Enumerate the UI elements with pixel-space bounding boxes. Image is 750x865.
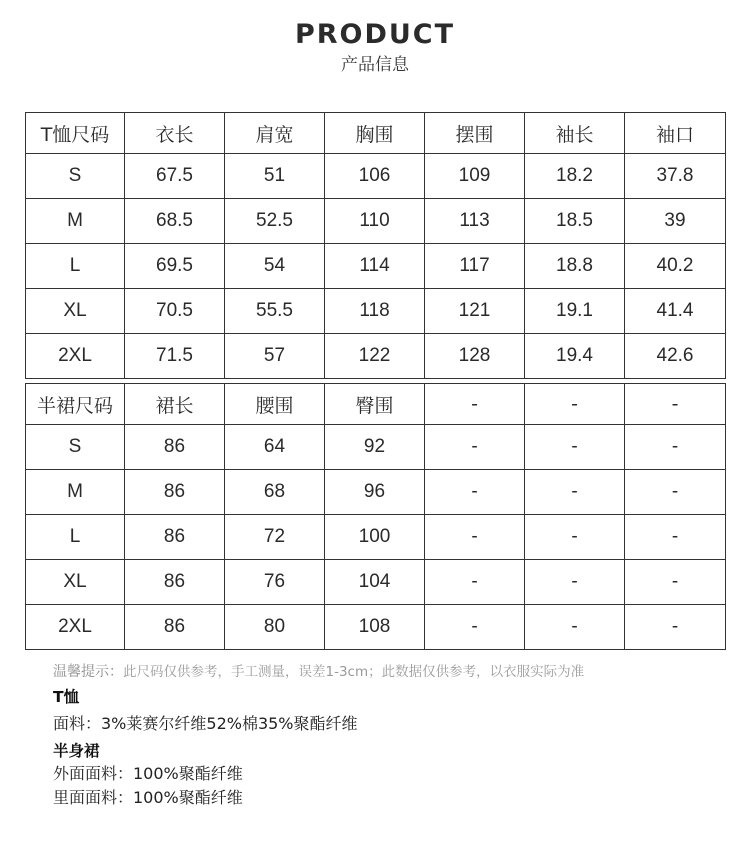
size-tip bbox=[53, 662, 733, 682]
measurement-cell: 18.5 bbox=[525, 199, 625, 244]
measurement-cell: 68 bbox=[225, 470, 325, 515]
measurement-cell: 54 bbox=[225, 244, 325, 289]
size-label-cell: S bbox=[26, 425, 125, 470]
tshirt-size-table bbox=[25, 112, 726, 379]
column-header: 半裙尺码 bbox=[26, 384, 125, 425]
skirt-inner-fabric: 里面面料：100%聚酯纤维 bbox=[53, 788, 243, 807]
measurement-cell: 52.5 bbox=[225, 199, 325, 244]
table-row bbox=[26, 605, 726, 650]
measurement-cell: 109 bbox=[425, 154, 525, 199]
measurement-cell: - bbox=[525, 470, 625, 515]
table-row bbox=[26, 560, 726, 605]
measurement-cell: 41.4 bbox=[625, 289, 726, 334]
skirt-section-title: 半身裙 bbox=[53, 742, 100, 760]
table-row bbox=[26, 425, 726, 470]
measurement-cell: 117 bbox=[425, 244, 525, 289]
measurement-cell: - bbox=[525, 560, 625, 605]
column-header: 腰围 bbox=[225, 384, 325, 425]
size-label-cell: 2XL bbox=[26, 605, 125, 650]
measurement-cell: 70.5 bbox=[125, 289, 225, 334]
measurement-cell: 19.1 bbox=[525, 289, 625, 334]
size-label-cell: S bbox=[26, 154, 125, 199]
measurement-cell: 72 bbox=[225, 515, 325, 560]
product-notes bbox=[53, 662, 733, 810]
measurement-cell: 118 bbox=[325, 289, 425, 334]
measurement-cell: 76 bbox=[225, 560, 325, 605]
table-row bbox=[26, 334, 726, 379]
table-row bbox=[26, 199, 726, 244]
measurement-cell: - bbox=[425, 470, 525, 515]
measurement-cell: 100 bbox=[325, 515, 425, 560]
skirt-table-body bbox=[26, 384, 726, 650]
measurement-cell: 86 bbox=[125, 605, 225, 650]
table-header-row bbox=[26, 384, 726, 425]
measurement-cell: 114 bbox=[325, 244, 425, 289]
page-title: PRODUCT bbox=[294, 19, 456, 50]
tshirt-table-body bbox=[26, 113, 726, 379]
page-subtitle: 产品信息 bbox=[341, 55, 409, 75]
size-label-cell: M bbox=[26, 470, 125, 515]
measurement-cell: 86 bbox=[125, 470, 225, 515]
size-label-cell: XL bbox=[26, 560, 125, 605]
measurement-cell: - bbox=[425, 515, 525, 560]
tip-text: 此尺码仅供参考，手工测量，误差1-3cm；此数据仅供参考，以衣服实际为准 bbox=[123, 664, 585, 680]
measurement-cell: 113 bbox=[425, 199, 525, 244]
measurement-cell: 122 bbox=[325, 334, 425, 379]
measurement-cell: - bbox=[425, 605, 525, 650]
size-label-cell: 2XL bbox=[26, 334, 125, 379]
measurement-cell: 37.8 bbox=[625, 154, 726, 199]
measurement-cell: 51 bbox=[225, 154, 325, 199]
table-header-row bbox=[26, 113, 726, 154]
measurement-cell: 86 bbox=[125, 560, 225, 605]
measurement-cell: 106 bbox=[325, 154, 425, 199]
measurement-cell: 64 bbox=[225, 425, 325, 470]
table-row bbox=[26, 154, 726, 199]
measurement-cell: 108 bbox=[325, 605, 425, 650]
measurement-cell: - bbox=[625, 425, 726, 470]
measurement-cell: 69.5 bbox=[125, 244, 225, 289]
skirt-size-table bbox=[25, 383, 726, 650]
skirt-outer-fabric: 外面面料：100%聚酯纤维 bbox=[53, 764, 243, 783]
measurement-cell: 18.8 bbox=[525, 244, 625, 289]
table-row bbox=[26, 515, 726, 560]
size-label-cell: XL bbox=[26, 289, 125, 334]
column-header: 袖口 bbox=[625, 113, 726, 154]
column-header: - bbox=[525, 384, 625, 425]
size-label-cell: L bbox=[26, 244, 125, 289]
page-header bbox=[0, 18, 750, 77]
column-header: - bbox=[425, 384, 525, 425]
measurement-cell: 121 bbox=[425, 289, 525, 334]
column-header: 衣长 bbox=[125, 113, 225, 154]
measurement-cell: 18.2 bbox=[525, 154, 625, 199]
column-header: 裙长 bbox=[125, 384, 225, 425]
measurement-cell: - bbox=[425, 425, 525, 470]
measurement-cell: - bbox=[425, 560, 525, 605]
column-header: 臀围 bbox=[325, 384, 425, 425]
measurement-cell: 42.6 bbox=[625, 334, 726, 379]
column-header: 摆围 bbox=[425, 113, 525, 154]
column-header: 袖长 bbox=[525, 113, 625, 154]
measurement-cell: 39 bbox=[625, 199, 726, 244]
table-row bbox=[26, 289, 726, 334]
measurement-cell: - bbox=[525, 605, 625, 650]
measurement-cell: 86 bbox=[125, 515, 225, 560]
measurement-cell: 110 bbox=[325, 199, 425, 244]
measurement-cell: 57 bbox=[225, 334, 325, 379]
measurement-cell: 80 bbox=[225, 605, 325, 650]
measurement-cell: - bbox=[525, 425, 625, 470]
table-row bbox=[26, 470, 726, 515]
measurement-cell: 104 bbox=[325, 560, 425, 605]
measurement-cell: - bbox=[625, 515, 726, 560]
column-header: - bbox=[625, 384, 726, 425]
measurement-cell: 19.4 bbox=[525, 334, 625, 379]
measurement-cell: 71.5 bbox=[125, 334, 225, 379]
tshirt-fabric: 面料：3%莱赛尔纤维52%棉35%聚酯纤维 bbox=[53, 714, 358, 733]
tshirt-section-title: T恤 bbox=[53, 688, 80, 706]
table-row bbox=[26, 244, 726, 289]
tip-label: 温馨提示： bbox=[53, 664, 123, 680]
measurement-cell: 68.5 bbox=[125, 199, 225, 244]
measurement-cell: 67.5 bbox=[125, 154, 225, 199]
measurement-cell: 128 bbox=[425, 334, 525, 379]
column-header: 肩宽 bbox=[225, 113, 325, 154]
size-label-cell: M bbox=[26, 199, 125, 244]
measurement-cell: 55.5 bbox=[225, 289, 325, 334]
measurement-cell: - bbox=[625, 605, 726, 650]
measurement-cell: - bbox=[625, 560, 726, 605]
measurement-cell: 96 bbox=[325, 470, 425, 515]
column-header: T恤尺码 bbox=[26, 113, 125, 154]
measurement-cell: 92 bbox=[325, 425, 425, 470]
measurement-cell: - bbox=[525, 515, 625, 560]
measurement-cell: - bbox=[625, 470, 726, 515]
size-label-cell: L bbox=[26, 515, 125, 560]
column-header: 胸围 bbox=[325, 113, 425, 154]
measurement-cell: 86 bbox=[125, 425, 225, 470]
measurement-cell: 40.2 bbox=[625, 244, 726, 289]
